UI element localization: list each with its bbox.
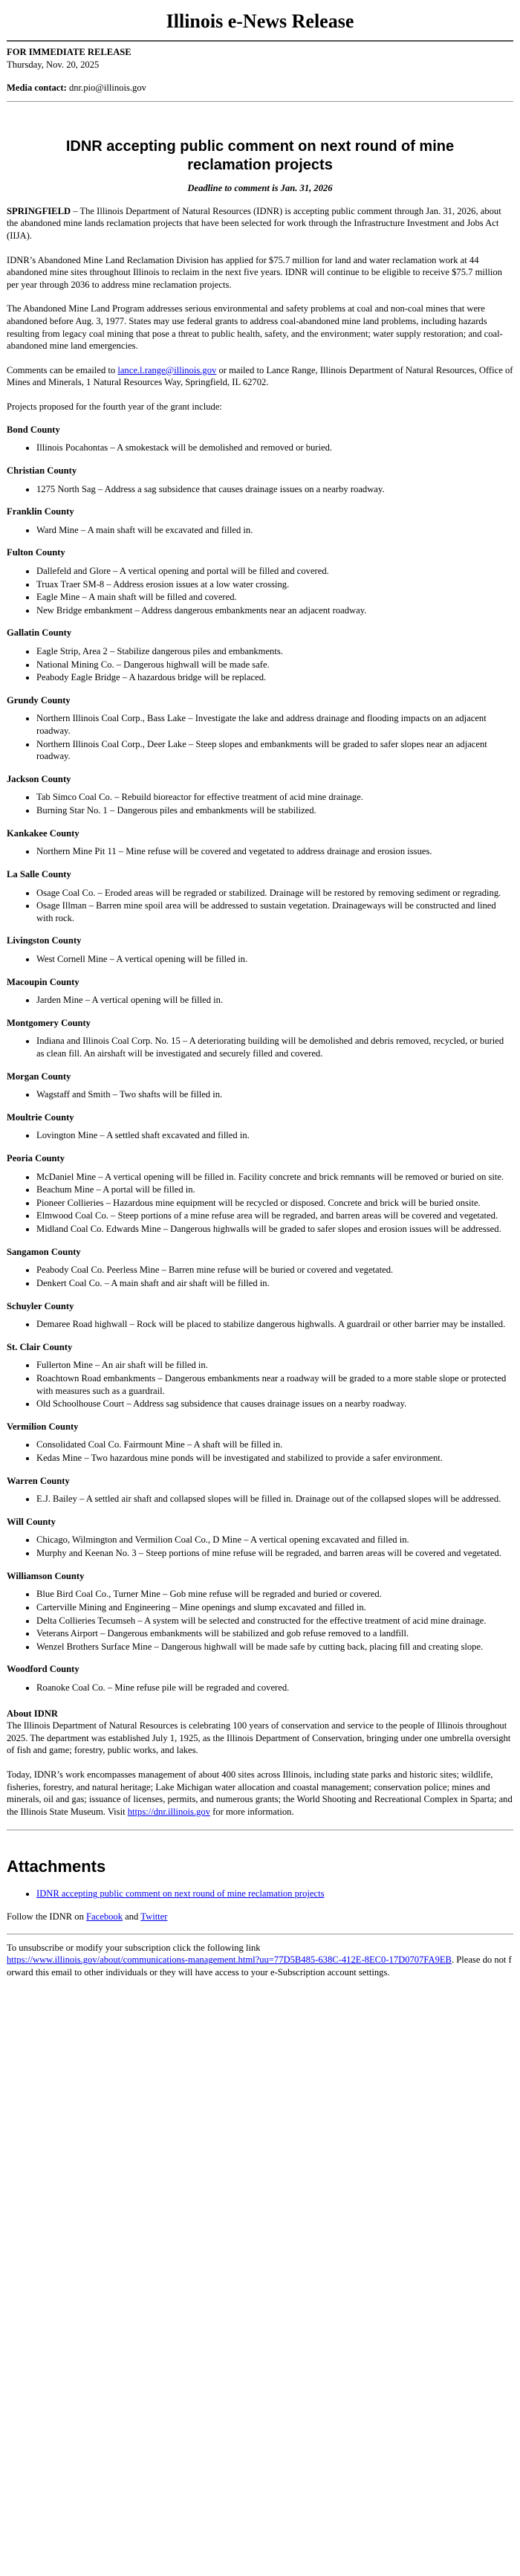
project-item: • Fullerton Mine – An air shaft will be filled in.: [36, 1359, 513, 1372]
intro-paragraph-2: IDNR’s Abandoned Mine Land Reclamation Division has applied for $75.7 million for land and water reclamation work at 44 abandoned mine sites throughout Illinois to reclaim in the next five years. IDNR will continue to be eligible to receive $75.7 million per year through 2036 to address mine reclamation projects.: [7, 254, 502, 290]
follow-and: and: [123, 1911, 141, 1923]
project-item: • Kedas Mine – Two hazardous mine ponds will be investigated and stabilized to provide a safer environment.: [36, 1452, 513, 1465]
project-list: [7, 524, 513, 537]
attachments-heading: Attachments: [7, 1857, 106, 1876]
county-heading: La Salle County: [7, 868, 71, 879]
project-item: • Consolidated Coal Co. Fairmount Mine – A shaft will be filled in.: [36, 1439, 513, 1451]
attachments-list: [7, 1888, 513, 1900]
county-heading: Morgan County: [7, 1071, 71, 1082]
county-heading: Bond County: [7, 424, 60, 435]
media-contact-email: dnr.pio@illinois.gov: [68, 82, 146, 93]
project-item: • Midland Coal Co. Edwards Mine – Dangerous highwalls will be graded to safer slopes and erosion issues will be addressed.: [36, 1223, 513, 1236]
follow-line: [7, 1911, 513, 1923]
project-list: [7, 1035, 513, 1059]
county-heading: Vermilion County: [7, 1421, 79, 1432]
comment-email-link[interactable]: lance.l.range@illinois.gov: [117, 364, 217, 375]
county-heading: Woodford County: [7, 1664, 79, 1675]
county-heading: Will County: [7, 1516, 56, 1527]
project-item: • Old Schoolhouse Court – Address sag subsidence that causes drainage issues on a nearby roadway.: [36, 1398, 513, 1410]
project-item: • Roanoke Coal Co. – Mine refuse pile will be regraded and covered.: [36, 1682, 513, 1694]
project-list: [7, 845, 513, 858]
project-item: • Demaree Road highwall – Rock will be placed to stabilize dangerous highwalls. A guardrail or other barrier may be installed.: [36, 1318, 513, 1331]
project-list: [7, 565, 513, 616]
unsubscribe-after: . Please do not forward this email to other individuals or they will have access to your e-Subscription account settings.: [7, 1954, 512, 1978]
county-heading: Sangamon County: [7, 1246, 81, 1257]
facebook-link[interactable]: Facebook: [86, 1911, 123, 1923]
county-heading: Kankakee County: [7, 827, 79, 839]
intro-paragraph-3: The Abandoned Mine Land Program addresses serious environmental and safety problems at coal and non-coal mines that were abandoned before Aug. 3, 1977. States may use federal grants to address coal-abandoned mine land problems, including hazards resulting from legacy coal mining that pose a threat to public health, safety, and the environment; water supply restoration; and coal-abandoned mine land emergencies.: [7, 303, 503, 352]
attachment-link[interactable]: IDNR accepting public comment on next round of mine reclamation projects: [36, 1888, 325, 1899]
about-text-before: Today, IDNR’s work encompasses management of about 400 sites across Illinois, including state parks and historic sites; wildlife, fisheries, forestry, and natural heritage; Lake Michigan water allocation and coastal management; conservation police; mines and minerals, oil and gas; issuance of licenses, permits, and numerous grants; the World Shooting and Recreational Complex in Sparta; and the Illinois State Museum. Visit: [7, 1769, 513, 1817]
project-item: • E.J. Bailey – A settled air shaft and collapsed slopes will be filled in. Drainage out of the collapsed slopes will be addressed.: [36, 1493, 513, 1505]
project-item: • Burning Star No. 1 – Dangerous piles and embankments will be stabilized.: [36, 804, 513, 817]
project-item: • Tab Simco Coal Co. – Rebuild bioreactor for effective treatment of acid mine drainage.: [36, 791, 513, 804]
project-list: [7, 483, 513, 496]
project-item: • Murphy and Keenan No. 3 – Steep portions of mine refuse will be regraded, and barren areas will be covered and vegetated.: [36, 1547, 513, 1560]
project-item: • West Cornell Mine – A vertical opening will be filled in.: [36, 953, 513, 966]
project-item: • Northern Illinois Coal Corp., Bass Lake – Investigate the lake and address drainage and flooding impacts on an adjacent roadway.: [36, 712, 513, 737]
follow-text: Follow the IDNR on: [7, 1911, 87, 1923]
project-list: [7, 1129, 513, 1142]
county-heading: Christian County: [7, 465, 77, 476]
county-heading: Livingston County: [7, 935, 82, 946]
project-item: • Jarden Mine – A vertical opening will be filled in.: [36, 994, 513, 1007]
county-heading: Franklin County: [7, 506, 74, 517]
project-item: • Illinois Pocahontas – A smokestack will be demolished and removed or buried.: [36, 442, 513, 454]
project-list: [7, 442, 513, 454]
project-item: • Beachum Mine – A portal will be filled in.: [36, 1184, 513, 1196]
county-heading: Fulton County: [7, 547, 65, 558]
county-heading: Warren County: [7, 1475, 70, 1486]
project-item: • Indiana and Illinois Coal Corp. No. 15 – A deteriorating building will be demolished and debris removed, recycled, or buried as clean fill. An airshaft will be investigated and securely filled and covered.: [36, 1035, 513, 1059]
intro-text-1: – The Illinois Department of Natural Resources (IDNR) is accepting public comment through Jan. 31, 2026, about the abandoned mine lands reclamation projects that have been selected for work through the Infrastructure Investment and Jobs Act (IIJA).: [7, 205, 501, 241]
for-immediate-release: FOR IMMEDIATE RELEASE: [7, 47, 131, 58]
project-item: • Northern Illinois Coal Corp., Deer Lake – Steep slopes and embankments will be graded to safer slopes near an adjacent roadway.: [36, 738, 513, 763]
media-contact: [7, 82, 513, 94]
project-list: [7, 1264, 513, 1289]
county-heading: Peoria County: [7, 1153, 65, 1164]
project-list: [7, 887, 513, 925]
attachment-item: [36, 1888, 513, 1900]
comments-text-after: or mailed to Lance Range, Illinois Department of Natural Resources, Office of Mines and Minerals, 1 Natural Resources Way, Springfield, IL 62702.: [7, 364, 513, 388]
project-item: • Truax Traer SM-8 – Address erosion issues at a low water crossing.: [36, 578, 513, 591]
unsubscribe-link[interactable]: https://www.illinois.gov/about/communications-management.html?uu=77D5B485-638C-412E-8EC0-17D0707FA9EB: [7, 1954, 452, 1966]
project-item: • Carterville Mining and Engineering – Mine openings and slump excavated and filled in.: [36, 1601, 513, 1614]
project-list: [7, 1171, 513, 1236]
project-item: • Ward Mine – A main shaft will be excavated and filled in.: [36, 524, 513, 537]
county-heading: St. Clair County: [7, 1341, 73, 1352]
county-heading: Gallatin County: [7, 627, 72, 639]
media-contact-label: Media contact:: [7, 82, 67, 93]
comments-text-before: Comments can be emailed to: [7, 364, 118, 375]
about-paragraph-2: [7, 1769, 513, 1818]
project-item: • Wagstaff and Smith – Two shafts will be filled in.: [36, 1088, 513, 1101]
masthead-title: Illinois e-News Release: [166, 10, 354, 32]
county-heading: Schuyler County: [7, 1300, 74, 1311]
intro-paragraph-4: [7, 364, 513, 389]
project-list: [7, 1682, 513, 1694]
project-item: • Lovington Mine – A settled shaft excavated and filled in.: [36, 1129, 513, 1142]
project-item: • Roachtown Road embankments – Dangerous embankments near a roadway will be graded to a more stable slope or protected with measures such as a guardrail.: [36, 1372, 513, 1397]
project-list: [7, 712, 513, 762]
twitter-link[interactable]: Twitter: [140, 1911, 168, 1923]
about-paragraph-1: The Illinois Department of Natural Resources is celebrating 100 years of conservation and service to the people of Illinois throughout 2025. The department was established July 1, 1925, as the Illinois Department of Conservation, bringing under one umbrella oversight of fish and game; forestry, public works, and lakes.: [7, 1720, 511, 1756]
project-item: • Northern Mine Pit 11 – Mine refuse will be covered and vegetated to address drainage and erosion issues.: [36, 845, 513, 858]
county-heading: Montgomery County: [7, 1017, 91, 1028]
project-item: • Eagle Mine – A main shaft will be filled and covered.: [36, 591, 513, 604]
project-list: [7, 994, 513, 1007]
project-item: • Blue Bird Coal Co., Turner Mine – Gob mine refuse will be regraded and buried or covered.: [36, 1588, 513, 1601]
project-item: • Dallefeld and Glore – A vertical opening and portal will be filled and covered.: [36, 565, 513, 578]
project-list: [7, 953, 513, 966]
county-heading: Jackson County: [7, 773, 71, 784]
project-item: • Elmwood Coal Co. – Steep portions of a mine refuse area will be regraded, and barren areas will be covered and vegetated.: [36, 1210, 513, 1222]
project-list: [7, 1088, 513, 1101]
about-text-after: for more information.: [210, 1806, 294, 1817]
intro-paragraph-1: [7, 205, 513, 242]
unsubscribe-text: To unsubscribe or modify your subscription click the following link: [7, 1942, 261, 1953]
about-heading: About IDNR: [7, 1708, 58, 1719]
project-item: • New Bridge embankment – Address dangerous embankments near an adjacent roadway.: [36, 604, 513, 617]
project-item: • McDaniel Mine – A vertical opening will be filled in. Facility concrete and brick remnants will be removed or buried on site.: [36, 1171, 513, 1184]
project-item: • Osage Illman – Barren mine spoil area will be addressed to sustain vegetation. Drainageways will be constructed and lined with rock.: [36, 900, 513, 924]
release-divider: [7, 101, 513, 102]
project-item: • Osage Coal Co. – Eroded areas will be regraded or stabilized. Drainage will be restored by removing sediment or regrading.: [36, 887, 513, 900]
project-item: • Wenzel Brothers Surface Mine – Dangerous highwall will be made safe by cutting back, placing fill and creating slope.: [36, 1641, 513, 1653]
county-heading: Macoupin County: [7, 976, 79, 987]
county-heading: Williamson County: [7, 1570, 85, 1581]
project-item: • Peabody Eagle Bridge – A hazardous bridge will be replaced.: [36, 671, 513, 684]
intro-paragraph-5: Projects proposed for the fourth year of the grant include:: [7, 401, 222, 413]
county-heading: Moultrie County: [7, 1111, 74, 1123]
idnr-website-link[interactable]: https://dnr.illinois.gov: [127, 1806, 210, 1817]
project-item: • Eagle Strip, Area 2 – Stabilize dangerous piles and embankments.: [36, 645, 513, 658]
dateline: SPRINGFIELD: [7, 205, 71, 216]
project-list: [7, 1534, 513, 1559]
county-list: [7, 424, 513, 1694]
unsubscribe-footer: [7, 1942, 513, 1979]
release-info: [7, 42, 513, 101]
project-list: [7, 1318, 513, 1331]
project-item: • Denkert Coal Co. – A main shaft and air shaft will be filled in.: [36, 1277, 513, 1290]
deadline-subtitle: Deadline to comment is Jan. 31, 2026: [187, 183, 333, 194]
project-item: • Veterans Airport – Dangerous embankments will be stabilized and gob refuse removed to a landfill.: [36, 1627, 513, 1640]
project-item: • 1275 North Sag – Address a sag subsidence that causes drainage issues on a nearby roadway.: [36, 483, 513, 496]
project-list: [7, 1493, 513, 1505]
project-list: [7, 1439, 513, 1464]
project-item: • Delta Collieries Tecumseh – A system will be selected and constructed for the effective treatment of acid mine drainage.: [36, 1615, 513, 1627]
project-list: [7, 645, 513, 684]
county-heading: Grundy County: [7, 694, 71, 706]
project-list: [7, 1588, 513, 1653]
project-list: [7, 791, 513, 816]
project-item: • Chicago, Wilmington and Vermilion Coal Co., D Mine – A vertical opening excavated and filled in.: [36, 1534, 513, 1546]
page-title: IDNR accepting public comment on next round of mine reclamation projects: [65, 138, 455, 174]
release-date: Thursday, Nov. 20, 2025: [7, 59, 100, 70]
project-list: [7, 1359, 513, 1410]
project-item: • Peabody Coal Co. Peerless Mine – Barren mine refuse will be buried or covered and vegetated.: [36, 1264, 513, 1276]
project-item: • National Mining Co. – Dangerous highwall will be made safe.: [36, 659, 513, 671]
project-item: • Pioneer Collieries – Hazardous mine equipment will be recycled or disposed. Concrete and brick will be buried onsite.: [36, 1197, 513, 1210]
